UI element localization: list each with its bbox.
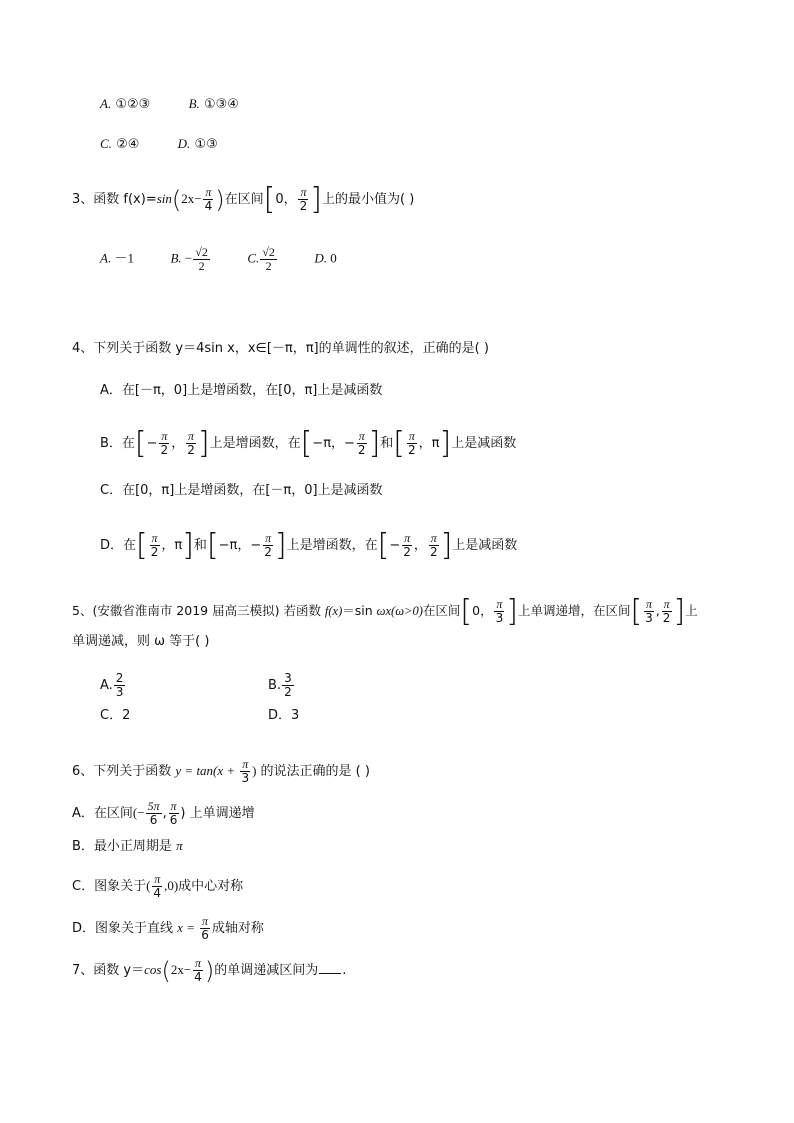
q6-text-1: 6、下列关于函数 (72, 764, 176, 779)
q3-stem: 3、函数 f(x)=sin(2x− $\frac{\pi}{4}$ )在区间[0， $\frac{\pi}{2}$ ]上的最小值为( ) (72, 181, 415, 217)
q5-text-1: 5、(安徽省淮南市 2019 届高三模拟) 若函数 (72, 603, 325, 618)
q2-options-row1 (100, 96, 239, 113)
q6-b-text: B．最小正周期是 (72, 839, 177, 854)
q5-two: 2 (662, 611, 671, 625)
q3-option-a-label: A. (100, 250, 112, 266)
q6-text-2: 的说法正确的是 ( ) (256, 764, 370, 779)
q6-d-text-2: 成轴对称 (211, 921, 264, 936)
q5-stem-line2: 单调递减，则 ω 等于( ) (72, 634, 210, 649)
q3-four: 4 (204, 199, 213, 213)
q6-b-pi: π (176, 838, 183, 853)
q2-options-row2 (100, 136, 218, 153)
q4-d-two-3: 2 (403, 545, 411, 559)
q6-fn: y = tan(x + (175, 763, 239, 778)
q6-d-text-1: D．图象关于直线 (72, 921, 178, 936)
q2-option-a-text: ①②③ (115, 97, 151, 112)
q5-option-b-label: B. (268, 678, 282, 693)
q3-pi: π (205, 185, 212, 199)
q6-a-den2: 6 (169, 813, 178, 827)
q6-d-den: 6 (201, 928, 209, 942)
q4-d-text-4: 上是减函数 (452, 538, 518, 553)
q5-option-b (268, 672, 295, 699)
q5-pi-1: π (496, 597, 503, 611)
q4-b-pi-4: π (408, 429, 415, 443)
q4-b-text-2: 上是增函数，在 (209, 436, 301, 451)
q7-arg: 2x− (170, 962, 192, 977)
q3-pi-2: π (300, 185, 307, 199)
q6-a-comma: , (162, 806, 167, 821)
q6-option-c (72, 873, 243, 900)
q7-pi: π (194, 956, 201, 970)
q6-a-den1: 6 (149, 813, 158, 827)
q2-option-d-text: ①③ (194, 137, 218, 152)
q5-option-a (100, 672, 126, 699)
q3-fn: sin (156, 191, 172, 206)
q4-b-two-3: 2 (357, 443, 366, 457)
q5-option-a-den: 3 (115, 685, 124, 699)
q3-option-d-value: 0 (330, 250, 337, 266)
q5-comma: , (655, 603, 660, 618)
q4-b-minus-pi: −π，− (312, 436, 355, 451)
q7-text-1: 7、函数 y＝ (72, 963, 145, 978)
q6-c-den: 4 (153, 886, 162, 900)
q3-arg: 2x− (181, 191, 202, 206)
q3-option-b-den: 2 (198, 259, 205, 273)
q5-option-c: C．2 (100, 708, 131, 723)
q2-option-c-text: ②④ (116, 137, 140, 152)
q4-d-two-1: 2 (150, 545, 159, 559)
q4-d-two-4: 2 (429, 545, 438, 559)
q4-d-text-3: 上是增函数，在 (286, 538, 378, 553)
q5-option-b-den: 2 (284, 685, 292, 699)
q2-option-b-text: ①③④ (203, 97, 239, 112)
q5-stem-line1: 5、(安徽省淮南市 2019 届高三模拟) 若函数 f(x)＝sin ωx(ω>0)在区间[0， $\frac{\pi}{3}$ ]上单调递增，在区间[ $\frac{\pi}{3}$ , $\frac{\pi}{2}$ ]上 (72, 593, 698, 629)
q6-a-text-2: ) 上单调递增 (180, 806, 255, 821)
q5-text-2: ＝sin (342, 603, 377, 618)
q5-text-3: 在区间 (422, 603, 461, 618)
q6-a-num1: 5π (147, 799, 160, 813)
q5-wx: ωx(ω>0) (376, 604, 423, 618)
q5-option-b-num: 3 (284, 671, 292, 685)
q4-d-pi-1: π (151, 531, 158, 545)
q4-b-comma: ， (171, 436, 185, 451)
q3-text-2: 在区间 (224, 192, 264, 207)
q3-option-c-den: 2 (265, 259, 272, 273)
q4-d-text-2: 和 (193, 538, 207, 553)
q4-d-minus: − (389, 538, 401, 553)
q6-d-x: x = (177, 920, 199, 935)
q6-a-pi: π (170, 799, 177, 813)
q3-option-c-sqrt2: √2 (262, 245, 275, 259)
q2-option-d-label: D. (177, 136, 191, 151)
q6-a-text-1: A．在区间 (72, 806, 133, 821)
q4-b-comma-pi: ，π (418, 436, 440, 451)
q4-d-two-2: 2 (264, 545, 272, 559)
q3-two: 2 (299, 199, 308, 213)
q6-option-b (72, 838, 183, 855)
q6-pi: π (242, 757, 249, 771)
q7-period: . (342, 963, 347, 978)
q3-option-c-label: C. (247, 250, 260, 266)
q5-pi-2: π (645, 597, 652, 611)
q2-option-a-label: A. (100, 96, 112, 111)
q4-b-two-2: 2 (187, 443, 195, 457)
q4-b-minus: − (146, 436, 158, 451)
q7-answer-blank[interactable] (319, 961, 341, 974)
q4-b-pi-3: π (358, 429, 365, 443)
q6-stem (72, 758, 370, 785)
q4-option-b: B．在[− $\frac{\pi}{2}$ ， $\frac{\pi}{2}$ ]上是增函数，在[−π，− $\frac{\pi}{2}$ ]和[ $\frac{\pi}{2}$ ，π]上是减函数 (100, 425, 517, 461)
q4-option-a: A．在[－π，0]上是增函数，在[0，π]上是减函数 (100, 383, 383, 398)
q6-a-open: (− (132, 805, 145, 820)
q4-d-pi-4: π (430, 531, 437, 545)
q3-option-b-label: B. (170, 250, 182, 266)
q4-b-two-1: 2 (160, 443, 169, 457)
q3-option-b-sqrt2: √2 (195, 245, 208, 259)
q4-d-text-1: D．在 (100, 538, 137, 553)
q3-zero: 0， (275, 192, 297, 207)
q3-option-a-value: －1 (114, 250, 134, 266)
q6-option-d (72, 915, 264, 942)
q4-d-comma: ， (413, 538, 427, 553)
q5-option-a-label: A. (100, 678, 113, 693)
q5-text-5: 上 (685, 603, 698, 618)
q4-d-pi-3: π (404, 531, 411, 545)
q4-b-pi-2: π (188, 429, 195, 443)
q3-option-d-label: D. (314, 250, 328, 266)
q5-option-d: D．3 (268, 708, 300, 723)
q3-options (100, 246, 337, 273)
q3-text-3: 上的最小值为( ) (322, 192, 415, 207)
q5-option-a-num: 2 (115, 671, 124, 685)
q5-zero: 0， (472, 603, 493, 618)
q6-d-pi: π (202, 914, 209, 928)
q5-pi-3: π (663, 597, 670, 611)
q4-option-c: C．在[0，π]上是增函数，在[－π，0]上是减函数 (100, 483, 383, 498)
q6-c-text-2: 成中心对称 (178, 879, 244, 894)
q6-close: ) (252, 763, 257, 778)
q7-stem: 7、函数 y＝cos(2x− $\frac{\pi}{4}$ )的单调递减区间为 . (72, 956, 347, 985)
q7-fn: cos (144, 962, 162, 977)
q5-three-1: 3 (495, 611, 504, 625)
q4-stem: 4、下列关于函数 y＝4sin x，x∈[－π，π]的单调性的叙述，正确的是( ) (72, 341, 489, 356)
q7-four: 4 (194, 970, 202, 984)
q2-option-c-label: C. (100, 136, 112, 151)
q4-d-pi-2: π (265, 531, 272, 545)
q7-text-2: 的单调递减区间为 (214, 963, 319, 978)
q6-option-a (72, 800, 255, 827)
q3-option-b-minus: − (184, 250, 193, 266)
q4-b-two-4: 2 (408, 443, 416, 457)
q4-b-text-3: 和 (380, 436, 394, 451)
q6-c-open: ( (146, 878, 151, 893)
q5-text-4: 上单调递增，在区间 (517, 603, 631, 618)
q2-option-b-label: B. (188, 96, 200, 111)
q4-d-minus-pi: −π，− (218, 538, 262, 553)
q4-b-text-4: 上是减函数 (451, 436, 517, 451)
q6-c-close: ,0) (164, 878, 179, 893)
q6-c-text-1: C．图象关于 (72, 879, 147, 894)
q5-fx: f(x) (324, 604, 343, 618)
q3-text-1: 3、函数 f(x)= (72, 192, 157, 207)
q4-b-pi-1: π (161, 429, 168, 443)
q4-option-d: D．在[ $\frac{\pi}{2}$ ，π]和[−π，− $\frac{\pi}{2}$ ]上是增函数，在[− $\frac{\pi}{2}$ ， $\frac{\pi}{2}$ ]上是减函数 (100, 527, 518, 563)
q5-three-2: 3 (645, 611, 653, 625)
q4-d-comma-pi: ，π (161, 538, 183, 553)
q6-three: 3 (241, 771, 250, 785)
q4-b-text-1: B．在 (100, 436, 135, 451)
q6-c-pi: π (154, 872, 161, 886)
